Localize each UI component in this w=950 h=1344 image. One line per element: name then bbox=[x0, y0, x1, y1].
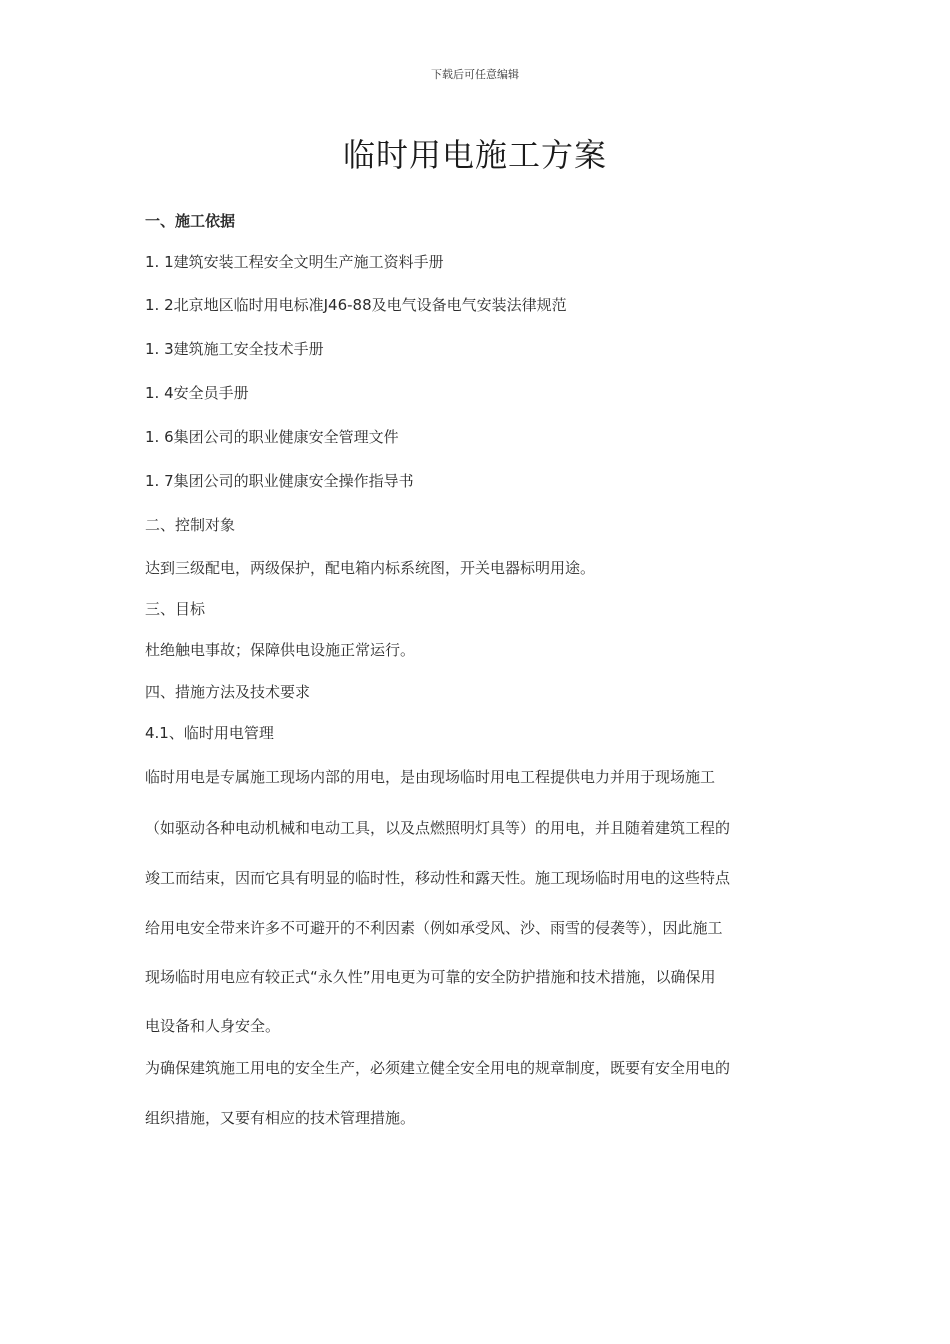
basis-item: 1. 6集团公司的职业健康安全管理文件 bbox=[145, 428, 399, 446]
section-heading-control: 二、控制对象 bbox=[145, 516, 236, 534]
section-heading-basis: 一、施工依据 bbox=[145, 212, 236, 230]
goal-text: 杜绝触电事故；保障供电设施正常运行。 bbox=[145, 641, 416, 659]
sub-heading-temp-power: 4.1、临时用电管理 bbox=[145, 724, 274, 742]
paragraph-line: 现场临时用电应有较正式“永久性”用电更为可靠的安全防护措施和技术措施，以确保用 bbox=[145, 968, 716, 986]
basis-item: 1. 4安全员手册 bbox=[145, 384, 249, 402]
paragraph-line: 临时用电是专属施工现场内部的用电，是由现场临时用电工程提供电力并用于现场施工 bbox=[145, 768, 716, 786]
paragraph-line: （如驱动各种电动机械和电动工具，以及点燃照明灯具等）的用电，并且随着建筑工程的 bbox=[145, 819, 731, 837]
section-heading-measures: 四、措施方法及技术要求 bbox=[145, 683, 311, 701]
basis-item: 1. 1建筑安装工程安全文明生产施工资料手册 bbox=[145, 253, 444, 271]
basis-item: 1. 7集团公司的职业健康安全操作指导书 bbox=[145, 472, 414, 490]
paragraph-line: 竣工而结束，因而它具有明显的临时性，移动性和露天性。施工现场临时用电的这些特点 bbox=[145, 869, 731, 887]
paragraph-line: 给用电安全带来许多不可避开的不利因素（例如承受风、沙、雨雪的侵袭等），因此施工 bbox=[145, 919, 723, 937]
control-text: 达到三级配电，两级保护，配电箱内标系统图，开关电器标明用途。 bbox=[145, 559, 596, 577]
paragraph-line: 组织措施，又要有相应的技术管理措施。 bbox=[145, 1109, 416, 1127]
section-heading-goal: 三、目标 bbox=[145, 600, 206, 618]
page-title: 临时用电施工方案 bbox=[342, 136, 607, 174]
basis-item: 1. 2北京地区临时用电标准J46-88及电气设备电气安装法律规范 bbox=[145, 296, 567, 314]
basis-item: 1. 3建筑施工安全技术手册 bbox=[145, 340, 324, 358]
header-note: 下载后可任意编辑 bbox=[431, 68, 519, 81]
paragraph-line: 为确保建筑施工用电的安全生产，必须建立健全安全用电的规章制度，既要有安全用电的 bbox=[145, 1059, 731, 1077]
paragraph-line: 电设备和人身安全。 bbox=[145, 1017, 281, 1035]
